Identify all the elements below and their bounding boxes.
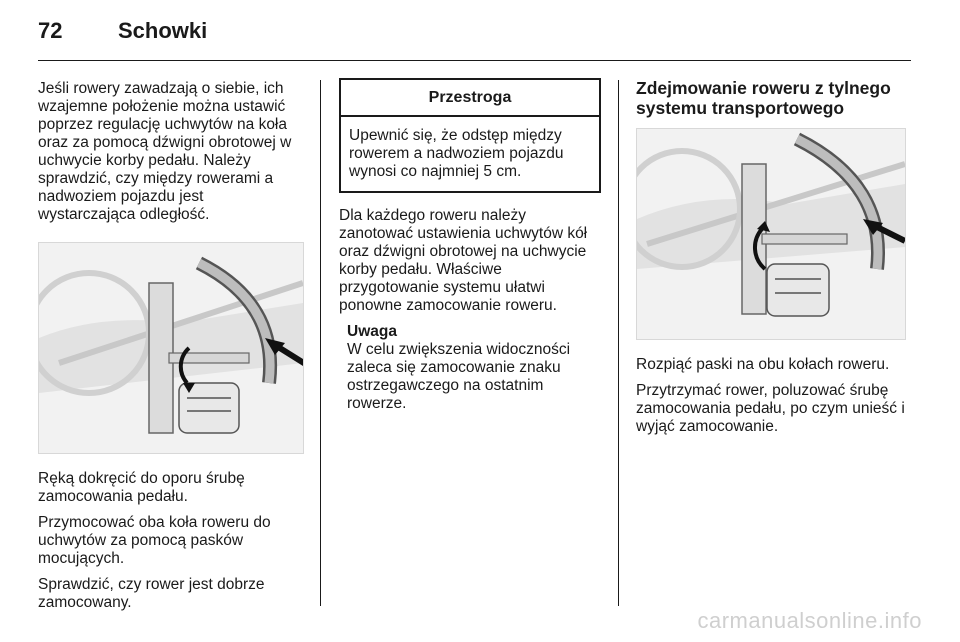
note-text: W celu zwiększenia widoczności zaleca się zamocowanie znaku ostrzegawczego na ostatnim rowerze. (347, 341, 571, 412)
illustration-loosen-pedal (636, 128, 906, 340)
watermark: carmanualsonline.info (697, 608, 922, 633)
column-divider-1 (320, 80, 321, 606)
caution-box (339, 78, 601, 193)
note-title: Uwaga (347, 323, 397, 340)
page-number: 72 (38, 18, 63, 43)
paragraph: Przymocować oba koła roweru do uchwytów za pomocą pasków mocujących. (38, 514, 271, 567)
paragraph: Ręką dokręcić do oporu śrubę zamocowania pedału. (38, 470, 245, 505)
illustration-tighten-pedal (38, 242, 304, 454)
section-title: Schowki (118, 18, 208, 43)
header-rule (38, 60, 911, 61)
paragraph: Sprawdzić, czy rower jest dobrze zamocowany. (38, 576, 265, 611)
column-3 (636, 78, 911, 444)
note (347, 323, 601, 413)
subsection-heading: Zdejmowanie roweru z tylnego systemu transportowego (636, 78, 891, 118)
column-divider-2 (618, 80, 619, 606)
caution-title: Przestroga (341, 80, 599, 117)
paragraph: Dla każdego roweru należy zanotować ustawienia uchwytów kół oraz dźwigni obrotowej na uchwycie korby pedału. Właściwe przygotowanie systemu ułatwi ponowne zamocowanie roweru. (339, 207, 588, 314)
bike-carrier-illustration (39, 243, 303, 453)
paragraph: Przytrzymać rower, poluzować śrubę zamocowania pedału, po czym unieść i wyjąć zamocowanie. (636, 382, 905, 435)
caution-text: Upewnić się, że odstęp między rowerem a nadwoziem pojazdu wynosi co najmniej 5 cm. (349, 127, 564, 180)
paragraph: Rozpiąć paski na obu kołach roweru. (636, 356, 890, 373)
paragraph: Jeśli rowery zawadzają o siebie, ich wzajemne położenie można ustawić poprzez regulację uchwytów na koła oraz za pomocą dźwigni obrotowej w uchwycie korby pedału. Należy sprawdzić, czy między rowerami a nadwoziem pojazdu jest wystarczająca odległość. (38, 80, 292, 223)
bike-carrier-illustration (637, 129, 905, 339)
column-2 (339, 78, 601, 413)
column-1 (38, 80, 304, 620)
